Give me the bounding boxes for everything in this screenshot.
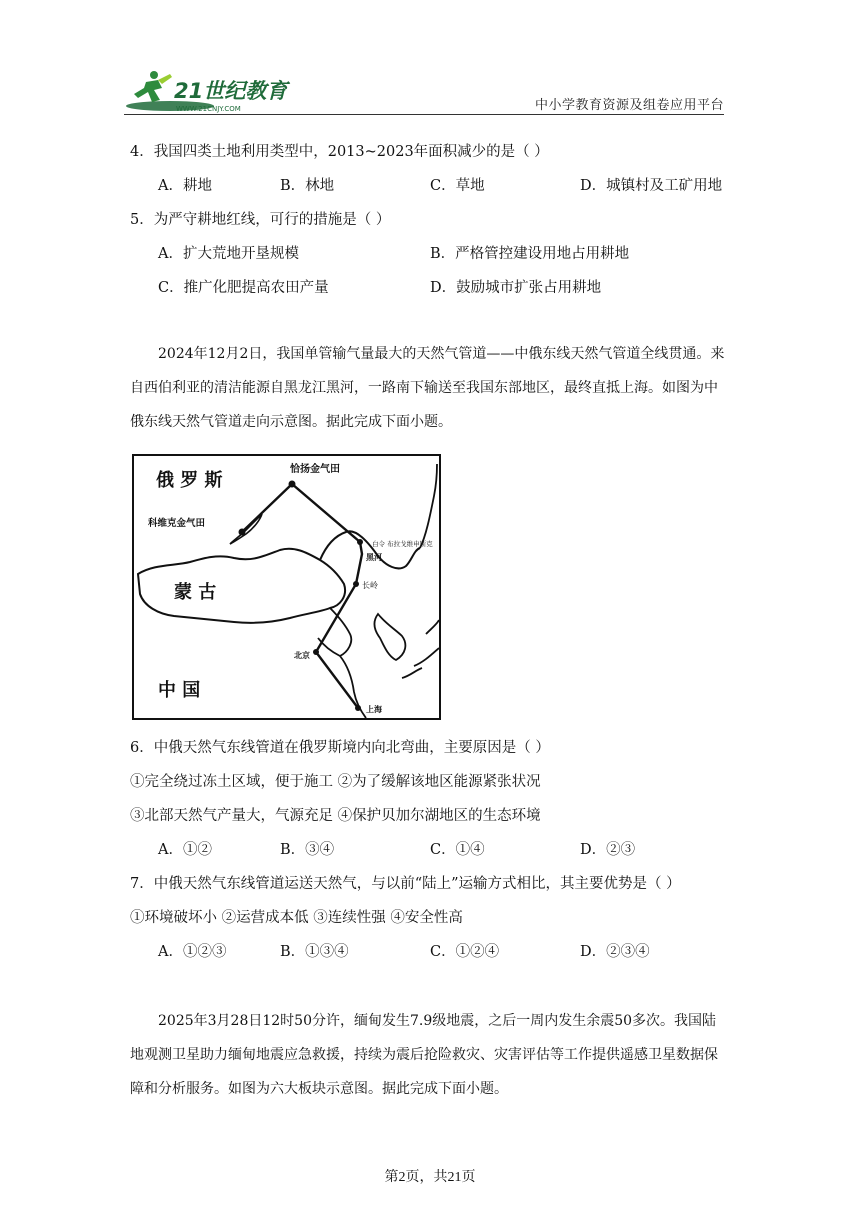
- label-chayanda: 恰扬金气田: [290, 464, 340, 475]
- question-7-stem: 7．中俄天然气东线管道运送天然气，与以前“陆上”运输方式相比，其主要优势是（ ）: [130, 876, 681, 892]
- field-marker-chayanda: [289, 481, 296, 488]
- korea-peninsula: [374, 614, 405, 660]
- changling-marker: [353, 581, 359, 587]
- ne-border: [320, 531, 420, 568]
- label-china: 中 国: [158, 680, 201, 701]
- passage-pipeline: 2024年12月2日，我国单管输气量最大的天然气管道——中俄东线天然气管道全线贯通。来自西伯利亚的清洁能源自黑龙江黑河，一路南下输送至我国东部地区，最终直抵上海。如图为中俄东线天然气管道走向示意图。据此完成下面小题。: [130, 346, 725, 430]
- q7-option-d[interactable]: D．②③④: [580, 944, 650, 960]
- label-kovykta: 科维克金气田: [148, 518, 206, 529]
- platform-name: 中小学教育资源及组卷应用平台: [534, 97, 724, 112]
- q6-option-c[interactable]: C．①④: [430, 842, 485, 858]
- q6-statements-2: ③北部天然气产量大，气源充足 ④保护贝加尔湖地区的生态环境: [130, 808, 541, 824]
- q6-option-b[interactable]: B．③④: [280, 842, 335, 858]
- q5-option-a[interactable]: A．扩大荒地开垦规模: [158, 246, 299, 262]
- header-divider: [124, 114, 724, 115]
- pacific-coast: [420, 464, 437, 548]
- q7-option-b[interactable]: B．①③④: [280, 944, 349, 960]
- label-russia: 俄 罗 斯: [156, 470, 223, 491]
- beijing-marker: [313, 649, 319, 655]
- page-header: [124, 68, 724, 114]
- label-heihe: 黑河: [366, 553, 382, 562]
- pipeline-map-drawing: [134, 456, 439, 718]
- label-beijing: 北京: [294, 651, 310, 660]
- q6-option-a[interactable]: A．①②: [158, 842, 212, 858]
- question-5-stem: 5．为严守耕地红线，可行的措施是（ ）: [130, 212, 391, 228]
- site-logo[interactable]: [124, 68, 294, 114]
- q5-option-d[interactable]: D．鼓励城市扩张占用耕地: [430, 280, 602, 296]
- q7-option-c[interactable]: C．①②④: [430, 944, 500, 960]
- q6-statements-1: ①完全绕过冻土区域，便于施工 ②为了缓解该地区能源紧张状况: [130, 774, 541, 790]
- page-number: 第2页，共21页: [384, 1170, 476, 1185]
- q4-option-d[interactable]: D．城镇村及工矿用地: [580, 178, 723, 194]
- question-6-stem: 6．中俄天然气东线管道在俄罗斯境内向北弯曲，主要原因是（ ）: [130, 740, 550, 756]
- q7-option-a[interactable]: A．①②③: [158, 944, 227, 960]
- field-marker-kovykta: [239, 529, 246, 536]
- logo-text: 21世纪教育: [174, 79, 288, 103]
- pipeline-map: [132, 454, 441, 720]
- q4-option-c[interactable]: C．草地: [430, 178, 485, 194]
- japan-islands: [402, 620, 439, 678]
- q5-option-b[interactable]: B．严格管控建设用地占用耕地: [430, 246, 630, 262]
- label-border-town: 白令 布拉戈维申斯克: [372, 540, 433, 548]
- mongolia-border: [138, 549, 345, 623]
- passage-earthquake: 2025年3月28日12时50分许，缅甸发生7.9级地震，之后一周内发生余震50多次。我国陆地观测卫星助力缅甸地震应急救援，持续为震后抢险救灾、灾害评估等工作提供遥感卫星数据保障和分析服务。如图为六大板块示意图。据此完成下面小题。: [130, 1013, 718, 1097]
- label-shanghai: 上海: [366, 705, 382, 714]
- logo-url: WWW.21CNJY.COM: [176, 105, 241, 113]
- q7-statements: ①环境破坏小 ②运营成本低 ③连续性强 ④安全性高: [130, 910, 463, 926]
- heihe-marker: [357, 539, 363, 545]
- q4-option-a[interactable]: A．耕地: [158, 178, 212, 194]
- question-4-stem: 4．我国四类土地利用类型中，2013~2023年面积减少的是（ ）: [130, 144, 549, 160]
- label-changling: 长岭: [362, 581, 378, 590]
- q5-option-c[interactable]: C．推广化肥提高农田产量: [158, 280, 329, 296]
- shanghai-marker: [355, 705, 361, 711]
- q6-option-d[interactable]: D．②③: [580, 842, 636, 858]
- q4-option-b[interactable]: B．林地: [280, 178, 335, 194]
- runner-logo-icon: [124, 68, 294, 114]
- label-mongolia: 蒙 古: [174, 582, 217, 603]
